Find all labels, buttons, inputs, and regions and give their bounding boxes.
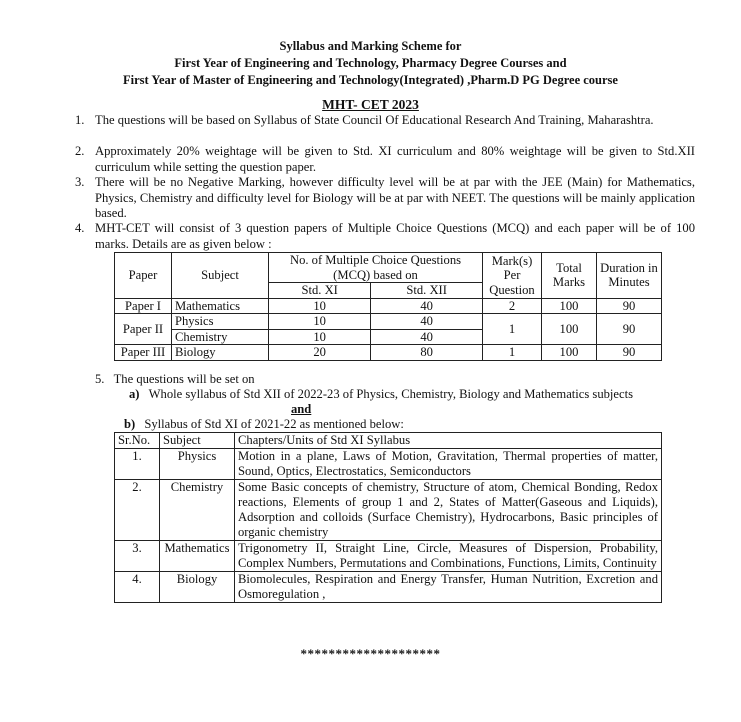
cell-marks: 2 (483, 298, 542, 314)
point-number: 3. (75, 175, 85, 189)
point-text: Approximately 20% weightage will be given to Std. XI curriculum and 80% weightage will be given to Std.XII curriculum while setting the question paper. (95, 144, 695, 174)
cell-sr-no: 1. (115, 449, 160, 480)
cell-duration: 90 (597, 314, 662, 345)
cell-duration: 90 (597, 298, 662, 314)
sub-label-a: a) (129, 387, 140, 401)
sub-text-b: Syllabus of Std XI of 2021-22 as mentioned below: (144, 417, 404, 431)
header-line-1: Syllabus and Marking Scheme for (279, 39, 462, 53)
table-row (115, 314, 662, 330)
point-5a (129, 387, 633, 402)
point-text: The questions will be based on Syllabus of State Council Of Educational Research And Training, Maharashtra. (95, 113, 654, 127)
sub-text-a: Whole syllabus of Std XII of 2022-23 of Physics, Chemistry, Biology and Mathematics subjects (148, 387, 633, 401)
syllabus-table (114, 432, 662, 603)
header-sr-no: Sr.No. (115, 433, 160, 449)
table-row (115, 541, 662, 572)
and-connector: and (291, 402, 312, 416)
cell-std-xii: 80 (371, 345, 483, 361)
table-row (115, 298, 662, 314)
header-line-3: First Year of Master of Engineering and Technology(Integrated) ,Pharm.D PG Degree course (123, 73, 618, 87)
point-number: 4. (75, 221, 85, 235)
cell-total: 100 (542, 314, 597, 345)
cell-duration: 90 (597, 345, 662, 361)
cell-chapters: Some Basic concepts of chemistry, Structure of atom, Chemical Bonding, Redox reactions, Elements of group 1 and 2, States of Matter(Gaseous and Liquids), Adsorption and colloids (Surface Chemistry), Hydrocarbons, Basic principles of organic chemistry (235, 480, 662, 541)
header-subject: Subject (172, 253, 269, 299)
cell-subject: Mathematics (172, 298, 269, 314)
table-row (115, 480, 662, 541)
cell-std-xi: 10 (269, 298, 371, 314)
cell-subject: Chemistry (172, 329, 269, 345)
cell-total: 100 (542, 298, 597, 314)
cell-paper: Paper II (115, 314, 172, 345)
cell-subject: Physics (160, 449, 235, 480)
point-3 (75, 175, 695, 222)
point-text: MHT-CET will consist of 3 question papers of Multiple Choice Questions (MCQ) and each paper will be of 100 marks. Details are as given below : (95, 221, 695, 251)
cell-total: 100 (542, 345, 597, 361)
cell-std-xi: 20 (269, 345, 371, 361)
header-subject: Subject (160, 433, 235, 449)
footer-stars: ******************** (300, 646, 441, 661)
cell-std-xi: 10 (269, 314, 371, 330)
table-header-row (115, 433, 662, 449)
cell-sr-no: 4. (115, 572, 160, 603)
point-number: 2. (75, 144, 85, 158)
cell-subject: Chemistry (160, 480, 235, 541)
header-marks-per-question: Mark(s) Per Question (483, 253, 542, 299)
cell-std-xii: 40 (371, 329, 483, 345)
cell-subject: Mathematics (160, 541, 235, 572)
cell-chapters: Biomolecules, Respiration and Energy Transfer, Human Nutrition, Excretion and Osmoregulation , (235, 572, 662, 603)
point-text: There will be no Negative Marking, however difficulty level will be at par with the JEE (Main) for Mathematics, Physics, Chemistry and difficulty level for Biology will be at par with NEET. The questions will be mainly application based. (95, 175, 695, 220)
cell-subject: Biology (160, 572, 235, 603)
cell-sr-no: 3. (115, 541, 160, 572)
point-5 (95, 372, 255, 387)
header-line-2: First Year of Engineering and Technology, Pharmacy Degree Courses and (174, 56, 567, 70)
point-2 (75, 144, 695, 175)
cell-chapters: Trigonometry II, Straight Line, Circle, Measures of Dispersion, Probability, Complex Numbers, Permutations and Combinations, Functions, Limits, Continuity (235, 541, 662, 572)
point-5b (124, 417, 404, 432)
header-chapters: Chapters/Units of Std XI Syllabus (235, 433, 662, 449)
header-total-marks: Total Marks (542, 253, 597, 299)
cell-chapters: Motion in a plane, Laws of Motion, Gravitation, Thermal properties of matter, Sound, Optics, Electrostatics, Semiconductors (235, 449, 662, 480)
cell-subject: Physics (172, 314, 269, 330)
cell-std-xii: 40 (371, 314, 483, 330)
point-text: The questions will be set on (113, 372, 255, 386)
cell-std-xii: 40 (371, 298, 483, 314)
point-1 (75, 113, 695, 129)
document-title: MHT- CET 2023 (322, 97, 419, 112)
cell-subject: Biology (172, 345, 269, 361)
cell-paper: Paper I (115, 298, 172, 314)
header-std-xii: Std. XII (371, 283, 483, 299)
table-header-row (115, 253, 662, 283)
sub-label-b: b) (124, 417, 136, 431)
header-std-xi: Std. XI (269, 283, 371, 299)
cell-paper: Paper III (115, 345, 172, 361)
cell-marks: 1 (483, 345, 542, 361)
header-mcq: No. of Multiple Choice Questions (MCQ) based on (269, 253, 483, 283)
paper-table (114, 252, 662, 361)
cell-std-xi: 10 (269, 329, 371, 345)
header-paper: Paper (115, 253, 172, 299)
point-number: 1. (75, 113, 85, 127)
point-number: 5. (95, 372, 105, 386)
table-row (115, 449, 662, 480)
cell-marks: 1 (483, 314, 542, 345)
table-row (115, 345, 662, 361)
point-4 (75, 221, 695, 252)
header-duration: Duration in Minutes (597, 253, 662, 299)
table-row (115, 572, 662, 603)
cell-sr-no: 2. (115, 480, 160, 541)
